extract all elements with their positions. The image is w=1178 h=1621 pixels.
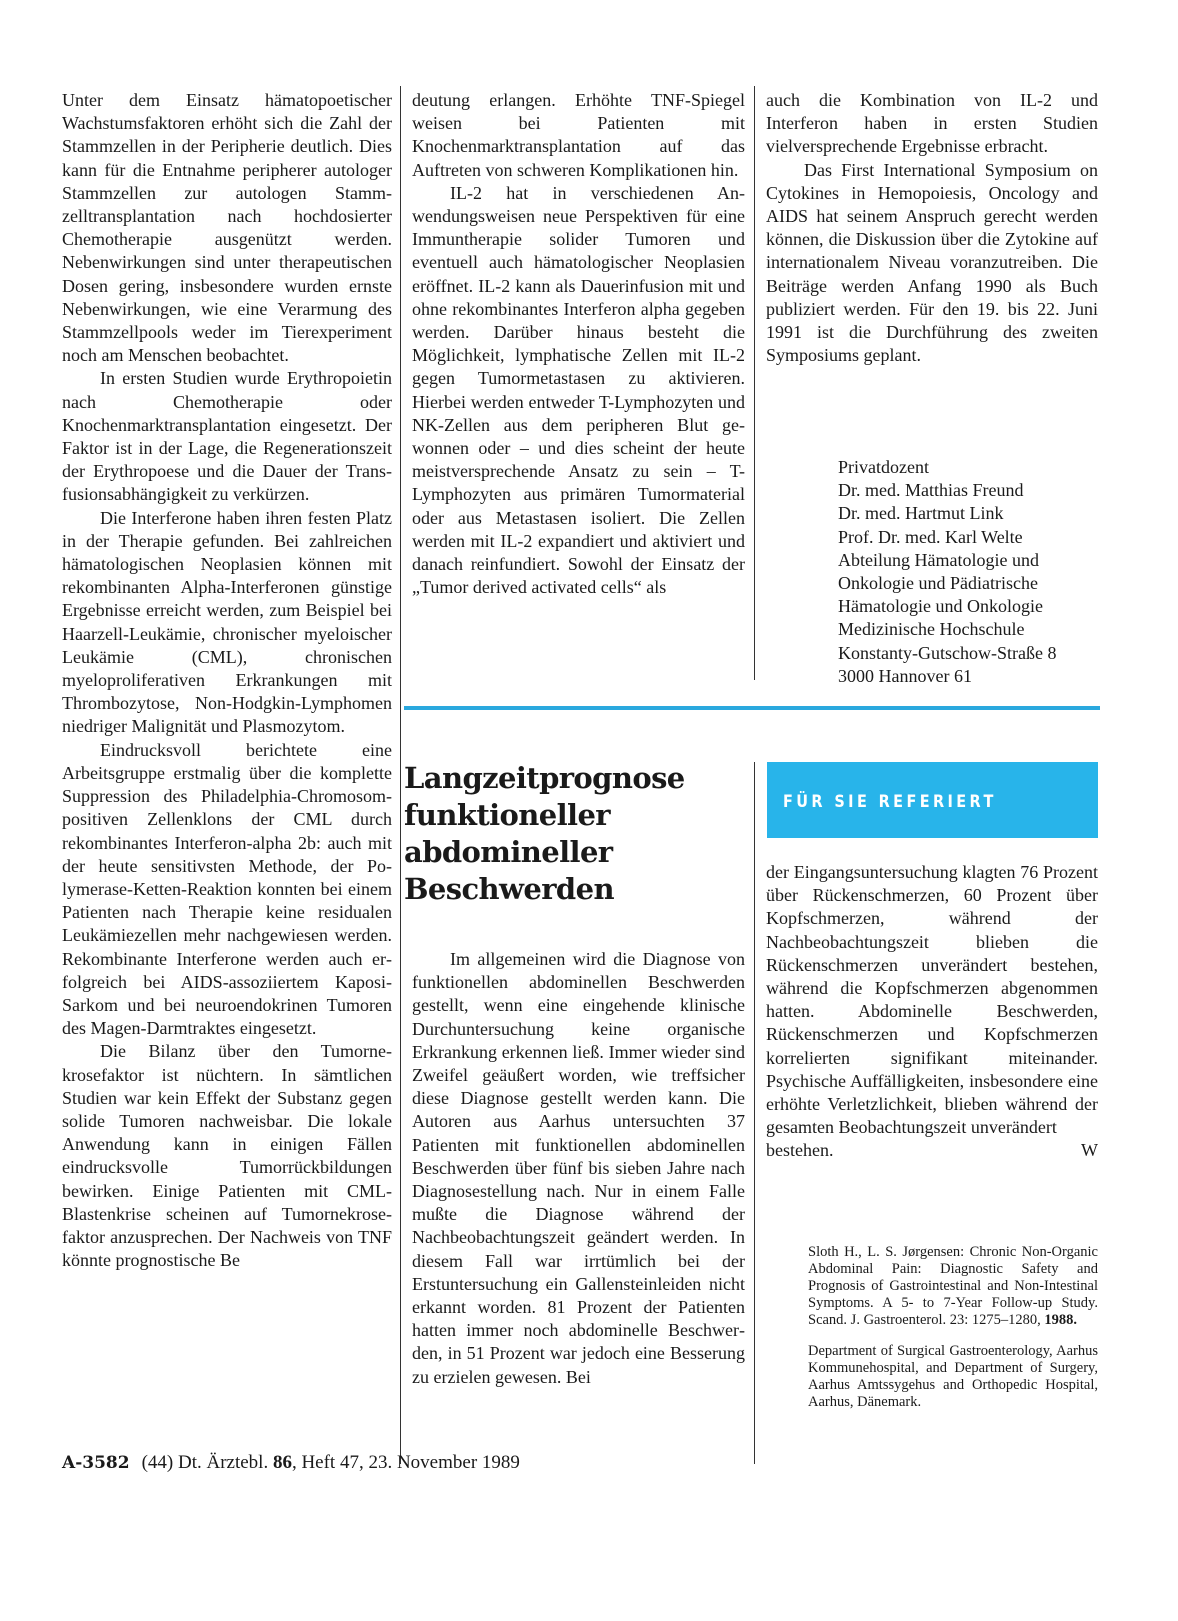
paragraph: Eindrucksvoll berichtete eine Arbeitsgruppe erstmalig über die komplette Suppression des Philadelphia-Chromosom-positiven Zellenklons der CML durch rekombinantes Interferon-alpha 2b: auch mit der heute sensitivsten Methode, der Polymerase-Ketten-Reaktion konnten bei einem Patienten nach Therapie keine residualen Leukämiezellen mehr nachgewiesen werden. Rekombinante Interferone werden auch erfolgreich bei AIDS-assoziiertem Kaposi-Sarkom und bei neuroendokrinen Tumoren des Magen-Darmtraktes eingesetzt. xyxy=(62,739,392,1039)
signature-line: Konstanty-Gutschow-Straße 8 xyxy=(838,642,1057,663)
summary-column-right xyxy=(766,861,1098,1163)
column-divider xyxy=(400,86,401,1464)
headline-line: abdomineller xyxy=(404,835,613,869)
headline-line: Langzeitprognose xyxy=(404,761,685,795)
page-code: A-3582 xyxy=(62,1453,130,1473)
paragraph: Unter dem Einsatz hämatopoetischer Wachstumsfaktoren erhöht sich die Zahl der Stammzellen in der Peripherie deutlich. Dies kann für die Entnahme peripherer autologer Stammzellen zur autologen Stammzelltransplantation nach hochdosierter Chemotherapie ausgenützt werden. Nebenwirkungen sind unter therapeutischen Dosen gering, insbesondere wurden ernste Nebenwirkungen, wie eine Verarmung des Stammzellpools weder im Tierexperiment noch am Menschen beobachtet. xyxy=(62,90,392,366)
column-divider xyxy=(754,762,755,1464)
signature-line: Prof. Dr. med. Karl Welte xyxy=(838,526,1023,547)
article-column-left xyxy=(62,89,392,1272)
paragraph: Das First International Symposium on Cytokines in Hemopoiesis, Oncology and AIDS hat seinem Anspruch gerecht werden können, die Diskussion über die Zytokine auf internationalem Niveau voranzutreiben. Die Beiträge werden Anfang 1990 als Buch publiziert werden. Für den 19. bis 22. Juni 1991 ist die Durchführung des zweiten Symposiums geplant. xyxy=(766,159,1098,366)
author-signature xyxy=(838,456,1056,688)
citation-block xyxy=(808,1244,1098,1425)
paragraph: deutung erlangen. Erhöhte TNF-Spiegel weisen bei Patienten mit Knochenmarktransplantation auf das Auftreten von schweren Komplikationen hin. xyxy=(412,90,745,180)
paragraph: In ersten Studien wurde Erythropoietin nach Chemotherapie oder Knochenmarktransplantation eingesetzt. Der Faktor ist in der Lage, die Regenerationszeit der Erythropoese und die Dauer der Transfusionsabhängigkeit zu verkürzen. xyxy=(62,368,392,505)
column-divider xyxy=(754,86,755,680)
paragraph: Die Bilanz über den Tumornekrosefaktor ist nüchtern. In sämtlichen Studien war kein Effekt der Substanz gegen solide Tumoren nachweisbar. Die lokale Anwendung kann in einigen Fällen eindrucksvolle Tumorrückbildungen bewirken. Einige Patienten mit CML-Blastenkrise scheinen auf Tumornekrosefaktor anzusprechen. Der Nachweis von TNF könnte prognostische Be xyxy=(62,1041,392,1271)
journal-issue: , Heft 47, 23. November 1989 xyxy=(291,1452,520,1473)
signature-line: Dr. med. Hartmut Link xyxy=(838,503,1004,524)
affiliation: Department of Surgical Gastroenterology, Aarhus Kommunehospital, and Department of Surgery, Aarhus Amtssygehus and Orthopedic Hospital, Aarhus, Dänemark. xyxy=(808,1343,1098,1410)
paragraph: auch die Kombination von IL-2 und Interferon haben in ersten Studien vielversprechende Ergebnisse erbracht. xyxy=(766,90,1098,157)
journal-volume: 86 xyxy=(272,1452,292,1473)
article-column-right xyxy=(766,89,1098,367)
reference-text: Sloth H., L. S. Jørgensen: Chronic Non-Organic Abdominal Pain: Diagnostic Safety and Prognosis of Gastrointestinal and Non-Intestinal Symptoms. A 5- to 7-Year Follow-up Study. Scand. J. Gastroenterol. 23: 1275–1280, xyxy=(808,1244,1098,1328)
paragraph: Die Interferone haben ihren festen Platz in der Therapie gefunden. Bei zahlreichen hämatologischen Neoplasien können mit rekombinanten Alpha-Interferonen günstige Ergebnisse erreicht werden, zum Beispiel bei Haarzell-Leukämie, chronischer myeloischer Leukämie (CML), chronischen myeloproliferativen Erkrankungen mit Thrombozytose, Non-Hodgkin-Lymphomen niedriger Malignität und Plasmozytom. xyxy=(62,507,392,737)
paragraph: IL-2 hat in verschiedenen Anwendungsweisen neue Perspektiven für eine Immuntherapie solider Tumoren und eventuell auch hämatologischer Neoplasien eröffnet. IL-2 kann als Dauerinfusion mit und ohne rekombinantes Interferon alpha gegeben werden. Darüber hinaus besteht die Möglichkeit, lymphatische Zellen mit IL-2 gegen Tumormetastasen zu aktivieren. Hierbei werden entweder T-Lymphozyten und NK-Zellen aus dem peripheren Blut gewonnen oder – und dies scheint der heute meistversprechende Ansatz zu sein – T-Lymphozyten aus primären Tumormaterial oder aus Metastasen isoliert. Die Zellen werden mit IL-2 expandiert und aktiviert und danach reinfundiert. Sowohl der Einsatz der „Tumor derived activated cells“ als xyxy=(412,182,745,598)
paragraph: Im allgemeinen wird die Diagnose von funktionellen abdominellen Beschwerden gestellt, wenn eine eingehende klinische Durchuntersuchung keine organische Erkrankung erkennen ließ. Immer wieder sind Zweifel geäußert worden, wie treffsicher diese Diagnose gestellt werden kann. Die Autoren aus Aarhus untersuchten 37 Patienten mit funktionellen abdominellen Beschwerden über fünf bis sieben Jahre nach Diagnosestellung nach. Nur in einem Falle mußte die Diagnose während der Nachbeobachtungszeit geändert werden. In diesem Fall war irrtümlich bei der Erstuntersuchung ein Gallensteinleiden nicht erkannt worden. 81 Prozent der Patienten hatten immer noch abdominelle Beschwerden, in 51 Prozent war jedoch eine Besserung zu erzielen gewesen. Bei xyxy=(412,949,745,1387)
page-footer xyxy=(62,1452,520,1474)
article-column-middle xyxy=(412,89,745,599)
journal-prefix: (44) Dt. Ärztebl. xyxy=(141,1452,269,1473)
section-divider xyxy=(404,706,1100,710)
signature-line: Dr. med. Matthias Freund xyxy=(838,480,1024,501)
signature-line: Onkologie und Pädiatrische xyxy=(838,573,1038,594)
section-badge xyxy=(767,762,1098,838)
signature-line: Privatdozent xyxy=(838,457,929,477)
closing-word: bestehen. xyxy=(766,1140,834,1161)
author-mark: W xyxy=(1081,1140,1098,1161)
closing-line xyxy=(766,1139,1098,1162)
signature-line: 3000 Hannover 61 xyxy=(838,665,972,686)
signature-line: Abteilung Hämatologie und xyxy=(838,549,1039,570)
paragraph: der Eingangsuntersuchung klagten 76 Prozent über Rückenschmerzen, 60 Prozent über Kopfschmerzen, während der Nachbeobachtungszeit blieben die Rückenschmerzen unverändert bestehen, während die Kopfschmerzen abgenommen hatten. Abdominelle Beschwerden, Rückenschmerzen und Kopfschmerzen korrelierten signifikant miteinander. Psychische Auffälligkeiten, insbesondere eine erhöhte Verletzlichkeit, blieben während der gesamten Beobachtungszeit unverändert xyxy=(766,862,1098,1138)
signature-line: Medizinische Hochschule xyxy=(838,619,1025,640)
reference xyxy=(808,1244,1098,1329)
reference-year: 1988. xyxy=(1044,1312,1078,1328)
headline-line: funktioneller xyxy=(404,798,610,832)
summary-column-middle xyxy=(412,948,745,1389)
headline-line: Beschwerden xyxy=(404,872,614,906)
section-badge-label: FÜR SIE REFERIERT xyxy=(783,792,997,812)
signature-line: Hämatologie und Onkologie xyxy=(838,596,1043,617)
article-headline xyxy=(404,760,749,908)
